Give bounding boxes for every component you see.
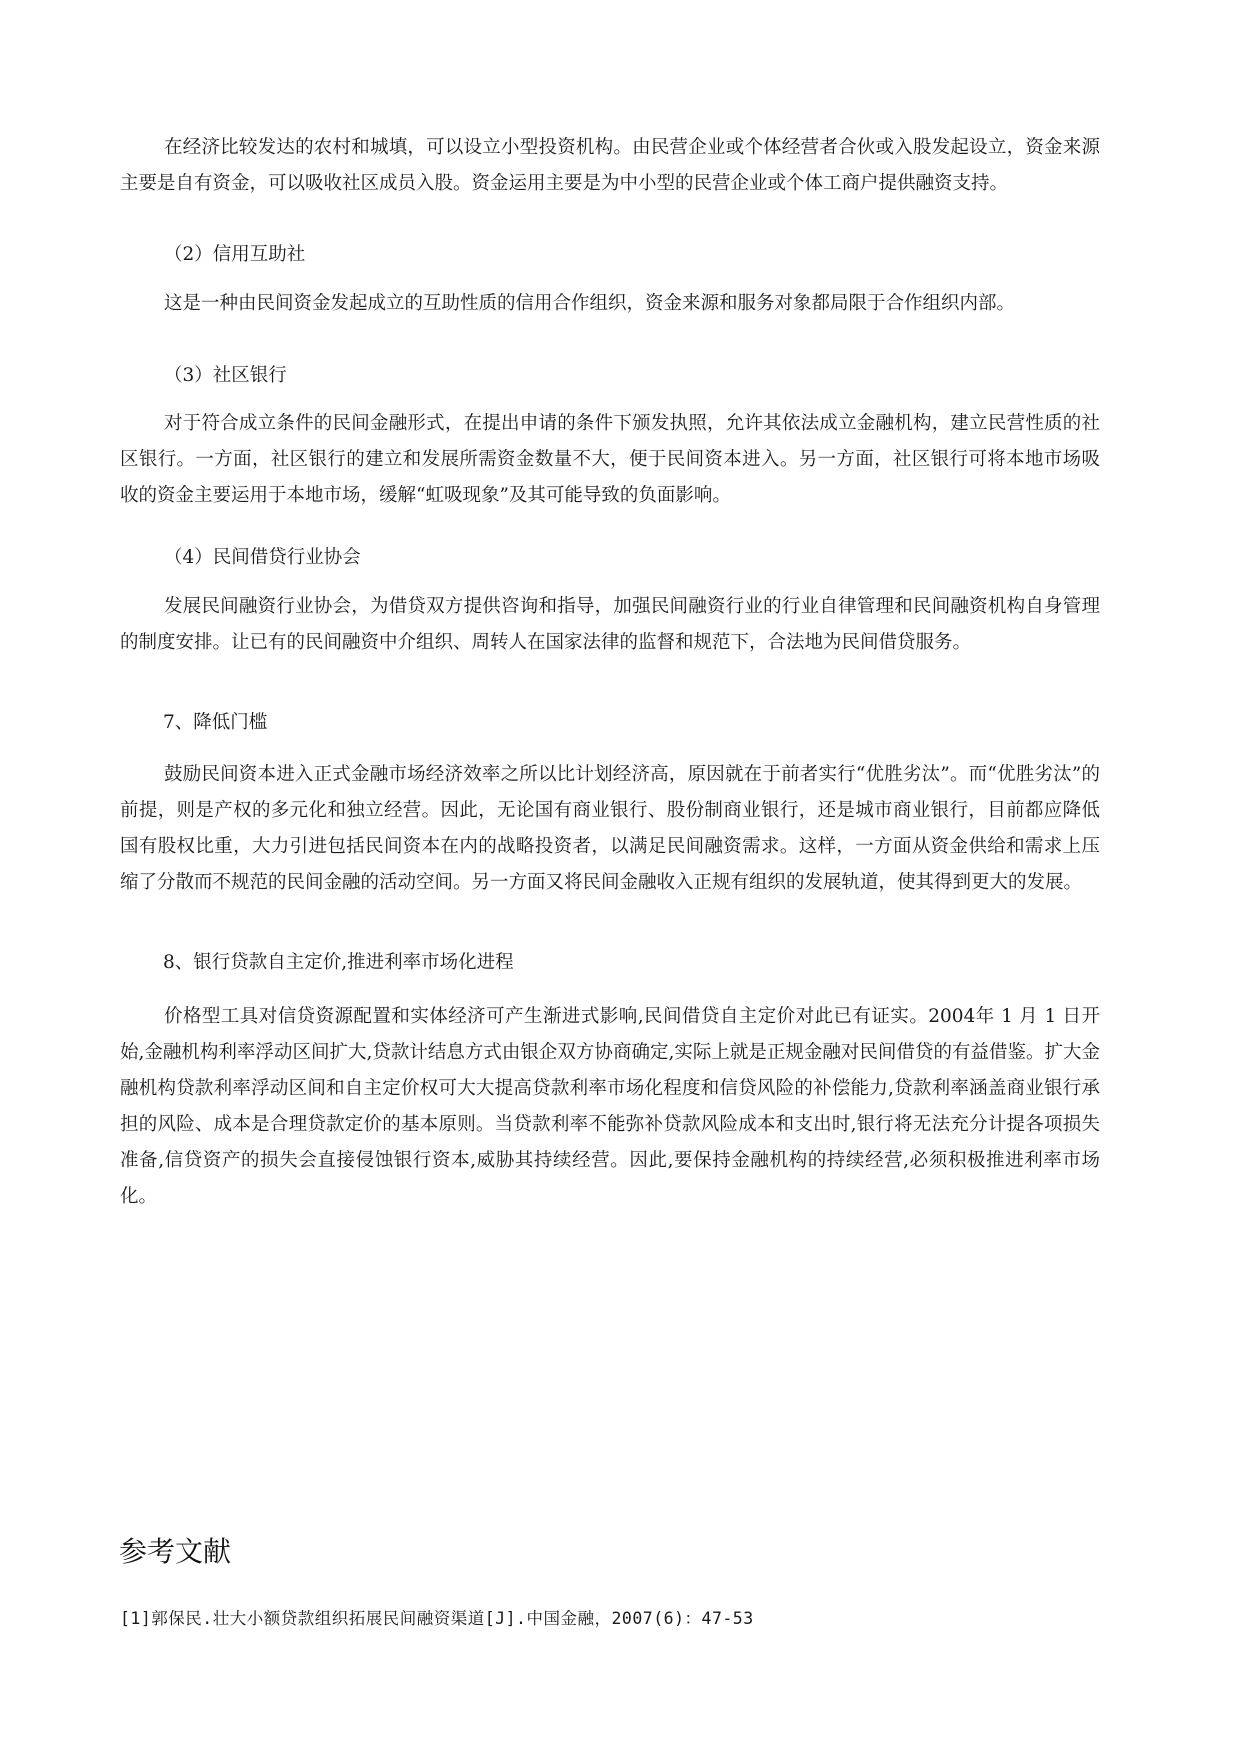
subheading-lending-association: （4）民间借贷行业协会 — [164, 547, 361, 568]
paragraph-lower-threshold: 鼓励民间资本进入正式金融市场经济效率之所以比计划经济高，原因就在于前者实行“优胜劣汰”。而“优胜劣汰”的前提，则是产权的多元化和独立经营。因此，无论国有商业银行、股份制商业银行，还是城市商业银行，目前都应降低国有股权比重，大力引进包括民间资本在内的战略投资者，以满足民间融资需求。这样，一方面从资金供给和需求上压缩了分散而不规范的民间金融的活动空间。另一方面又将民间金融收入正规有组织的发展轨道，使其得到更大的发展。 — [120, 764, 1100, 893]
reference-item: [1]郭保民.壮大小额贷款组织拓展民间融资渠道[J].中国金融，2007(6)：47-53 — [120, 1609, 754, 1628]
paragraph-community-bank: 对于符合成立条件的民间金融形式，在提出申请的条件下颁发执照，允许其依法成立金融机构，建立民营性质的社区银行。一方面，社区银行的建立和发展所需资金数量不大，便于民间资本进入。另一方面，社区银行可将本地市场吸收的资金主要运用于本地市场，缓解“虹吸现象”及其可能导致的负面影响。 — [120, 413, 1100, 506]
paragraph-small-investment-institutions: 在经济比较发达的农村和城填，可以设立小型投资机构。由民营企业或个体经营者合伙或入股发起设立，资金来源主要是自有资金，可以吸收社区成员入股。资金运用主要是为中小型的民营企业或个体工商户提供融资支持。 — [120, 137, 1100, 194]
paragraph-credit-mutual-aid: 这是一种由民间资金发起成立的互助性质的信用合作组织，资金来源和服务对象都局限于合作组织内部。 — [164, 293, 1016, 314]
subheading-community-bank: （3）社区银行 — [164, 365, 287, 386]
subheading-credit-mutual-aid: （2）信用互助社 — [164, 244, 306, 265]
paragraph-loan-pricing: 价格型工具对信贷资源配置和实体经济可产生渐进式影响,民间借贷自主定价对此已有证实。2004年 1 月 1 日开始,金融机构利率浮动区间扩大,贷款计结息方式由银企双方协商确定,实际上就是正规金融对民间借贷的有益借鉴。扩大金融机构贷款利率浮动区间和自主定价权可大大提高贷款利率市场化程度和信贷风险的补偿能力,贷款利率涵盖商业银行承担的风险、成本是合理贷款定价的基本原则。当贷款利率不能弥补贷款风险成本和支出时,银行将无法充分计提各项损失准备,信贷资产的损失会直接侵蚀银行资本,威胁其持续经营。因此,要保持金融机构的持续经营,必须积极推进利率市场化。 — [120, 1006, 1100, 1207]
paragraph-lending-association: 发展民间融资行业协会，为借贷双方提供咨询和指导，加强民间融资行业的行业自律管理和民间融资机构自身管理的制度安排。让已有的民间融资中介组织、周转人在国家法律的监督和规范下，合法地为民间借贷服务。 — [120, 596, 1100, 653]
references-title: 参考文献 — [119, 1535, 232, 1568]
heading-lower-threshold: 7、降低门槛 — [163, 712, 268, 733]
heading-loan-pricing: 8、银行贷款自主定价,推进利率市场化进程 — [163, 952, 514, 973]
